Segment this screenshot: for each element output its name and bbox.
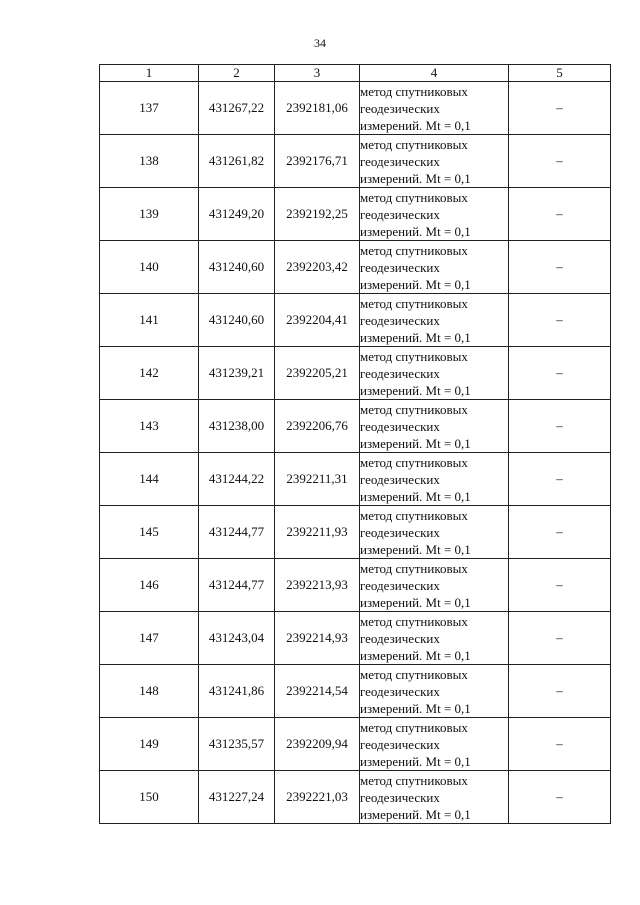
note-dash: – <box>509 347 611 400</box>
method-line-2: геодезических <box>360 365 440 381</box>
method-line-1: метод спутниковых <box>360 507 468 523</box>
coord-y: 2392221,03 <box>275 771 360 824</box>
point-number: 141 <box>100 294 199 347</box>
table-row <box>100 506 611 559</box>
coordinates-table <box>99 64 611 824</box>
point-number: 139 <box>100 188 199 241</box>
header-col-1: 1 <box>100 65 199 82</box>
method-line-3: измерений. Mt = 0,1 <box>360 700 471 716</box>
method-cell <box>360 453 509 506</box>
coord-x: 431261,82 <box>199 135 275 188</box>
method-line-3: измерений. Mt = 0,1 <box>360 382 471 398</box>
method-line-1: метод спутниковых <box>360 295 468 311</box>
method-line-3: измерений. Mt = 0,1 <box>360 117 471 133</box>
method-line-1: метод спутниковых <box>360 613 468 629</box>
table-row <box>100 453 611 506</box>
coord-y: 2392206,76 <box>275 400 360 453</box>
note-dash: – <box>509 241 611 294</box>
coord-y: 2392204,41 <box>275 294 360 347</box>
point-number: 140 <box>100 241 199 294</box>
method-line-1: метод спутниковых <box>360 454 468 470</box>
method-line-3: измерений. Mt = 0,1 <box>360 753 471 769</box>
coord-x: 431244,77 <box>199 559 275 612</box>
method-cell <box>360 400 509 453</box>
note-dash: – <box>509 506 611 559</box>
method-line-2: геодезических <box>360 418 440 434</box>
point-number: 142 <box>100 347 199 400</box>
point-number: 148 <box>100 665 199 718</box>
method-line-3: измерений. Mt = 0,1 <box>360 806 471 822</box>
method-cell <box>360 294 509 347</box>
coord-x: 431240,60 <box>199 241 275 294</box>
table-row <box>100 718 611 771</box>
coord-y: 2392209,94 <box>275 718 360 771</box>
method-cell <box>360 771 509 824</box>
point-number: 138 <box>100 135 199 188</box>
method-line-2: геодезических <box>360 100 440 116</box>
coord-x: 431227,24 <box>199 771 275 824</box>
coord-x: 431244,22 <box>199 453 275 506</box>
method-line-3: измерений. Mt = 0,1 <box>360 170 471 186</box>
method-line-2: геодезических <box>360 524 440 540</box>
note-dash: – <box>509 718 611 771</box>
note-dash: – <box>509 665 611 718</box>
table-row <box>100 771 611 824</box>
method-line-2: геодезических <box>360 683 440 699</box>
note-dash: – <box>509 400 611 453</box>
point-number: 145 <box>100 506 199 559</box>
coord-y: 2392192,25 <box>275 188 360 241</box>
method-line-1: метод спутниковых <box>360 560 468 576</box>
coord-y: 2392214,93 <box>275 612 360 665</box>
coord-y: 2392181,06 <box>275 82 360 135</box>
note-dash: – <box>509 135 611 188</box>
coord-y: 2392211,31 <box>275 453 360 506</box>
coord-x: 431244,77 <box>199 506 275 559</box>
coord-y: 2392214,54 <box>275 665 360 718</box>
note-dash: – <box>509 294 611 347</box>
coord-x: 431239,21 <box>199 347 275 400</box>
method-line-2: геодезических <box>360 259 440 275</box>
coord-y: 2392205,21 <box>275 347 360 400</box>
table-row <box>100 665 611 718</box>
coord-y: 2392213,93 <box>275 559 360 612</box>
coord-y: 2392203,42 <box>275 241 360 294</box>
header-col-2: 2 <box>199 65 275 82</box>
method-line-1: метод спутниковых <box>360 666 468 682</box>
point-number: 149 <box>100 718 199 771</box>
method-line-1: метод спутниковых <box>360 772 468 788</box>
method-cell <box>360 665 509 718</box>
method-line-1: метод спутниковых <box>360 719 468 735</box>
method-line-2: геодезических <box>360 630 440 646</box>
method-line-3: измерений. Mt = 0,1 <box>360 488 471 504</box>
table-body <box>100 82 611 824</box>
header-col-3: 3 <box>275 65 360 82</box>
point-number: 137 <box>100 82 199 135</box>
method-line-2: геодезических <box>360 153 440 169</box>
method-line-3: измерений. Mt = 0,1 <box>360 276 471 292</box>
method-cell <box>360 241 509 294</box>
coord-x: 431235,57 <box>199 718 275 771</box>
note-dash: – <box>509 612 611 665</box>
method-line-2: геодезических <box>360 206 440 222</box>
coord-x: 431240,60 <box>199 294 275 347</box>
coord-x: 431238,00 <box>199 400 275 453</box>
point-number: 144 <box>100 453 199 506</box>
note-dash: – <box>509 771 611 824</box>
method-cell <box>360 612 509 665</box>
page-number: 34 <box>314 36 326 50</box>
coord-x: 431243,04 <box>199 612 275 665</box>
method-line-1: метод спутниковых <box>360 83 468 99</box>
point-number: 146 <box>100 559 199 612</box>
coord-y: 2392211,93 <box>275 506 360 559</box>
header-row <box>100 65 611 82</box>
coord-x: 431267,22 <box>199 82 275 135</box>
table-row <box>100 241 611 294</box>
method-line-3: измерений. Mt = 0,1 <box>360 435 471 451</box>
table-row <box>100 294 611 347</box>
method-line-1: метод спутниковых <box>360 136 468 152</box>
point-number: 147 <box>100 612 199 665</box>
point-number: 143 <box>100 400 199 453</box>
method-cell <box>360 135 509 188</box>
table-row <box>100 559 611 612</box>
point-number: 150 <box>100 771 199 824</box>
method-cell <box>360 188 509 241</box>
table-row <box>100 400 611 453</box>
method-cell <box>360 506 509 559</box>
method-cell <box>360 82 509 135</box>
method-line-3: измерений. Mt = 0,1 <box>360 594 471 610</box>
note-dash: – <box>509 559 611 612</box>
method-line-1: метод спутниковых <box>360 242 468 258</box>
header-col-4: 4 <box>360 65 509 82</box>
table-row <box>100 347 611 400</box>
table-row <box>100 612 611 665</box>
method-line-2: геодезических <box>360 312 440 328</box>
method-line-2: геодезических <box>360 577 440 593</box>
note-dash: – <box>509 82 611 135</box>
header-col-5: 5 <box>509 65 611 82</box>
coord-y: 2392176,71 <box>275 135 360 188</box>
method-line-3: измерений. Mt = 0,1 <box>360 223 471 239</box>
method-line-1: метод спутниковых <box>360 189 468 205</box>
note-dash: – <box>509 188 611 241</box>
method-line-2: геодезических <box>360 789 440 805</box>
note-dash: – <box>509 453 611 506</box>
method-cell <box>360 559 509 612</box>
method-line-2: геодезических <box>360 736 440 752</box>
method-line-2: геодезических <box>360 471 440 487</box>
table-row <box>100 188 611 241</box>
table-header <box>100 65 611 82</box>
coord-x: 431249,20 <box>199 188 275 241</box>
method-line-3: измерений. Mt = 0,1 <box>360 329 471 345</box>
table-row <box>100 82 611 135</box>
table-row <box>100 135 611 188</box>
method-line-1: метод спутниковых <box>360 348 468 364</box>
method-line-3: измерений. Mt = 0,1 <box>360 541 471 557</box>
method-cell <box>360 718 509 771</box>
method-cell <box>360 347 509 400</box>
method-line-1: метод спутниковых <box>360 401 468 417</box>
method-line-3: измерений. Mt = 0,1 <box>360 647 471 663</box>
coord-x: 431241,86 <box>199 665 275 718</box>
